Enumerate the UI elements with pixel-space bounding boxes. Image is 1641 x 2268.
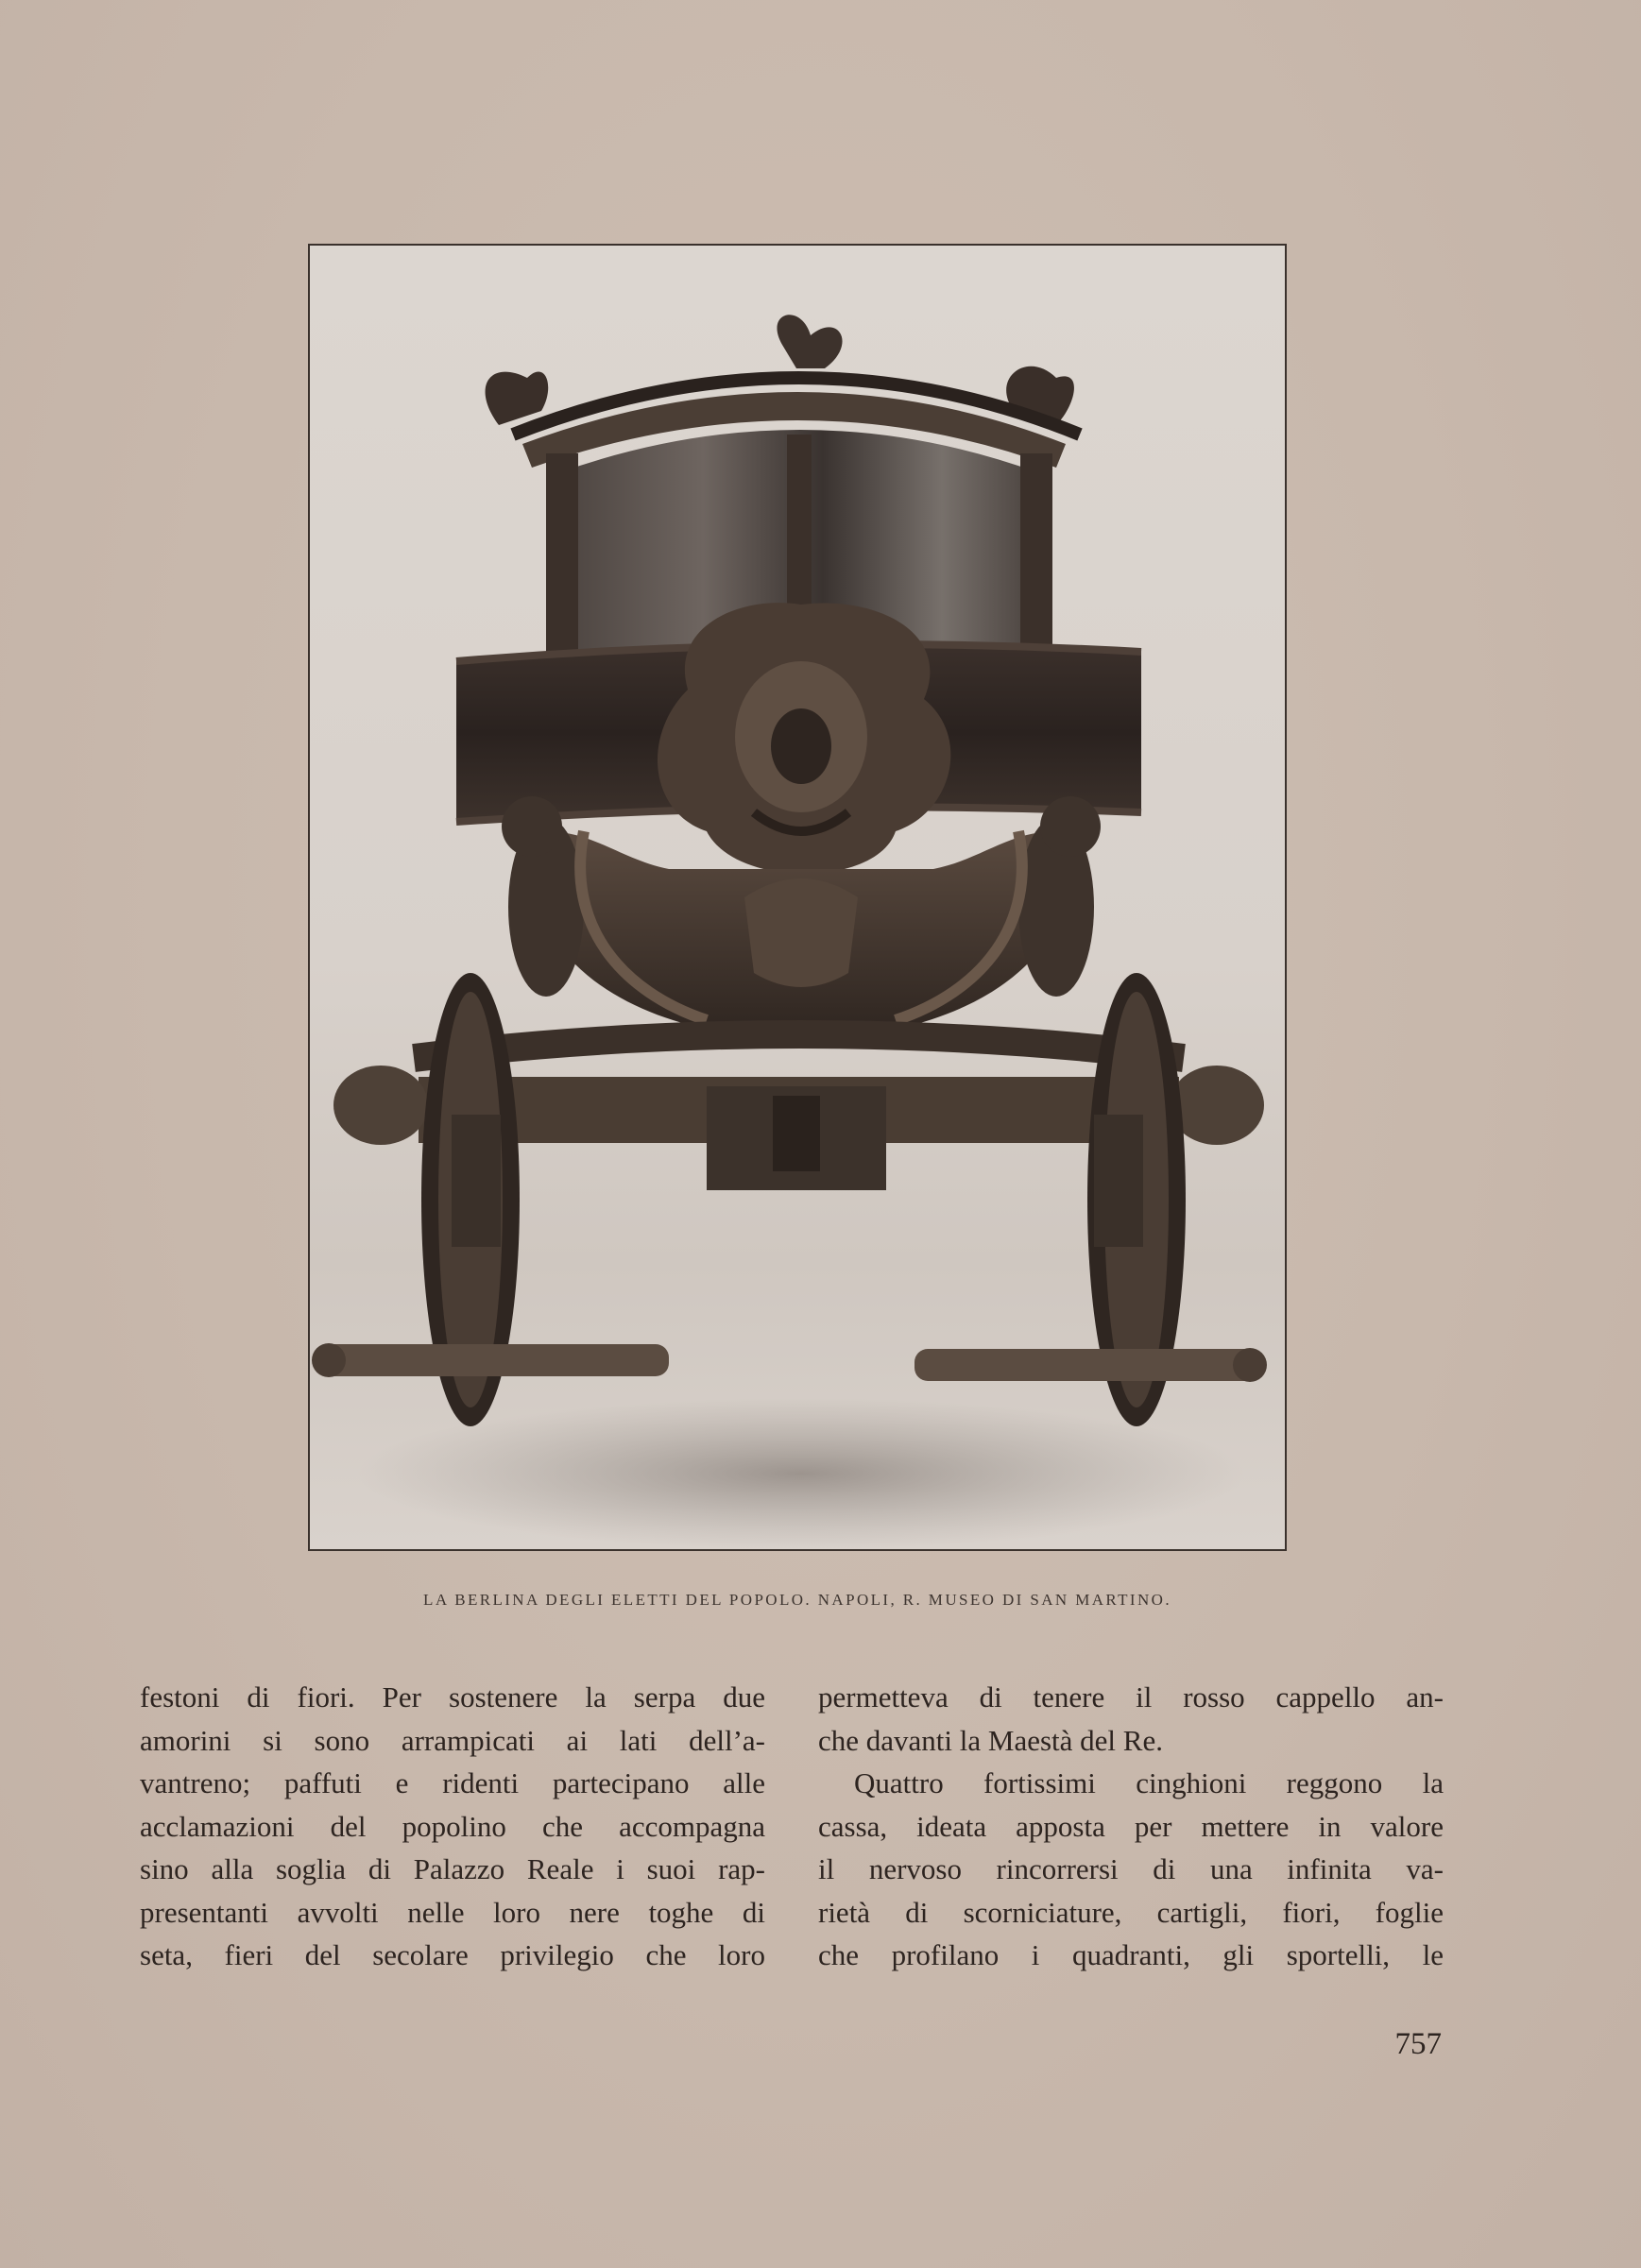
text-line: cassa, ideata apposta per mettere in valore [818, 1809, 1444, 1843]
text-line: che profilano i quadranti, gli sportelli, le [818, 1938, 1444, 1971]
text-column-left [140, 1676, 765, 1977]
carriage-photograph [308, 244, 1287, 1551]
text-line: il nervoso rincorrersi di una infinita va- [818, 1852, 1444, 1885]
text-line: sino alla soglia di Palazzo Reale i suoi rap- [140, 1852, 765, 1885]
text-line: amorini si sono arrampicati ai lati dell’a- [140, 1723, 765, 1757]
figure-caption: LA BERLINA DEGLI ELETTI DEL POPOLO. NAPOLI, R. MUSEO DI SAN MARTINO. [423, 1591, 1171, 1609]
text-line: seta, fieri del secolare privilegio che loro [140, 1938, 765, 1971]
text-line: che davanti la Maestà del Re. [818, 1723, 1163, 1757]
text-line: permetteva di tenere il rosso cappello an- [818, 1680, 1444, 1714]
carriage-illustration [310, 246, 1285, 1549]
page-number: 757 [1394, 2027, 1442, 2061]
text-column-right [818, 1676, 1444, 1977]
text-line: rietà di scorniciature, cartigli, fiori, foglie [818, 1895, 1444, 1929]
text-line: vantreno; paffuti e ridenti partecipano alle [140, 1766, 765, 1799]
text-line: acclamazioni del popolino che accompagna [140, 1809, 765, 1843]
text-line: presentanti avvolti nelle loro nere toghe di [140, 1895, 765, 1929]
text-line: festoni di fiori. Per sostenere la serpa due [140, 1680, 765, 1714]
text-line: Quattro fortissimi cinghioni reggono la [854, 1766, 1444, 1799]
